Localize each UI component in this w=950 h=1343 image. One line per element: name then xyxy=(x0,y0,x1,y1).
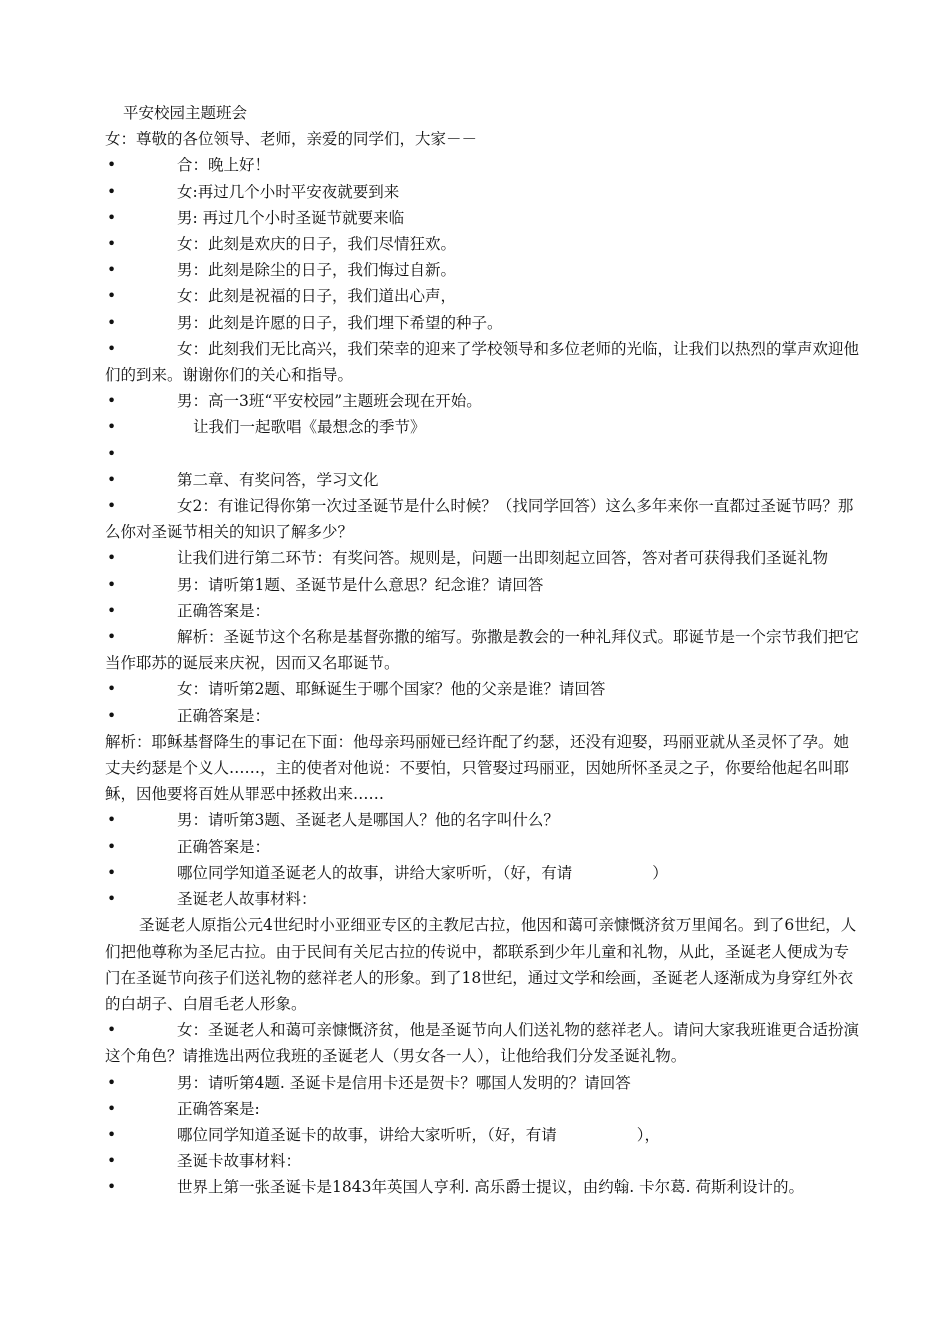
bullet-icon: • xyxy=(107,837,117,856)
bullet-icon: • xyxy=(107,235,117,254)
list-item xyxy=(105,283,860,309)
bullet-icon: • xyxy=(107,287,117,306)
list-item xyxy=(105,414,860,440)
bullet-icon: • xyxy=(107,1099,117,1118)
list-item xyxy=(105,1017,860,1069)
list-item-text: 男：高一3班“平安校园”主题班会现在开始。 xyxy=(177,392,482,411)
list-item-text: 圣诞老人故事材料： xyxy=(177,890,317,909)
list-item xyxy=(105,257,860,283)
list-item xyxy=(105,624,860,676)
page-title: 平安校园主题班会 xyxy=(123,104,248,122)
bullet-icon: • xyxy=(107,890,117,909)
list-item-text: 男：请听第4题. 圣诞卡是信用卡还是贺卡？哪国人发明的？请回答 xyxy=(177,1073,631,1092)
list-item xyxy=(105,703,860,729)
list-item xyxy=(105,152,860,178)
bullet-icon: • xyxy=(107,418,117,437)
list-item xyxy=(105,231,860,257)
list-item-text: 正确答案是： xyxy=(177,601,271,620)
bullet-icon: • xyxy=(107,601,117,620)
list-item-text: 圣诞卡故事材料： xyxy=(177,1152,302,1171)
bullet-icon: • xyxy=(107,497,117,516)
list-item-text: 女：此刻是欢庆的日子，我们尽情狂欢。 xyxy=(177,235,457,254)
close-paren: ）， xyxy=(636,1125,661,1144)
list-item xyxy=(105,179,860,205)
analysis-paragraph: 解析：耶稣基督降生的事记在下面：他母亲玛丽娅已经许配了约瑟，还没有迎娶，玛丽亚就从圣灵怀了孕。她丈夫约瑟是个义人……，主的使者对他说：不要怕，只管娶过玛丽亚，因她所怀圣灵之子，你要给他起名叫耶稣，因他要将百姓从罪恶中拯救出来…… xyxy=(105,732,850,804)
bullet-icon: • xyxy=(107,261,117,280)
list-item xyxy=(105,572,860,598)
list-item-text: 解析：圣诞节这个名称是基督弥撒的缩写。弥撒是教会的一种礼拜仪式。耶诞节是一个宗节我们把它当作耶苏的诞辰来庆祝，因而又名耶诞节。 xyxy=(105,628,860,673)
list-item-text: 正确答案是: xyxy=(177,1099,260,1118)
list-item xyxy=(105,441,860,467)
list-item xyxy=(105,310,860,336)
list-item xyxy=(105,886,860,912)
bullet-icon: • xyxy=(107,156,117,175)
bullet-icon: • xyxy=(107,444,117,463)
bullet-icon: • xyxy=(107,208,117,227)
list-item-text: 正确答案是： xyxy=(177,706,271,725)
list-item-text: 让我们一起歌唱《最想念的季节》 xyxy=(193,418,426,437)
list-item-text: 哪位同学知道圣诞卡的故事，讲给大家听听，（好，有请 xyxy=(177,1125,557,1144)
list-item xyxy=(105,1070,860,1096)
section-heading: 第二章、有奖问答，学习文化 xyxy=(177,470,379,489)
list-item xyxy=(105,834,860,860)
bullet-icon: • xyxy=(107,575,117,594)
intro-line: 女：尊敬的各位领导、老师，亲爱的同学们，大家－－ xyxy=(105,130,478,149)
bullet-icon: • xyxy=(107,313,117,332)
list-item-text: 哪位同学知道圣诞老人的故事，讲给大家听听，（好，有请 xyxy=(177,863,573,882)
list-item-text: 世界上第一张圣诞卡是1843年英国人亨利. 高乐爵士提议，由约翰. 卡尔葛. 荷斯利设计的。 xyxy=(177,1178,805,1197)
bullet-icon: • xyxy=(107,1152,117,1171)
list-item xyxy=(105,545,860,571)
bullet-icon: • xyxy=(107,811,117,830)
bullet-icon: • xyxy=(107,1125,117,1144)
list-item xyxy=(105,467,860,493)
santa-story-paragraph: 圣诞老人原指公元4世纪时小亚细亚专区的主教尼古拉，他因和蔼可亲慷慨济贫万里闻名。到了6世纪，人们把他尊称为圣尼古拉。由于民间有关尼古拉的传说中，都联系到少年儿童和礼物，从此，圣诞老人便成为专门在圣诞节向孩子们送礼物的慈祥老人的形象。到了18世纪，通过文学和绘画，圣诞老人逐渐成为身穿红外衣的白胡子、白眉毛老人形象。 xyxy=(105,916,857,1013)
close-paren: ） xyxy=(652,863,668,882)
list-item-text: 女：此刻是祝福的日子，我们道出心声， xyxy=(177,287,457,306)
bullet-icon: • xyxy=(107,706,117,725)
list-item-text: 女：圣诞老人和蔼可亲慷慨济贫，他是圣诞节向人们送礼物的慈祥老人。请问大家我班谁更合适扮演这个角色？请推选出两位我班的圣诞老人（男女各一人），让他给我们分发圣诞礼物。 xyxy=(105,1021,860,1066)
list-item-text: 男：请听第1题、圣诞节是什么意思？纪念谁？请回答 xyxy=(177,575,544,594)
bullet-icon: • xyxy=(107,470,117,489)
list-item-text: 让我们进行第二环节：有奖问答。规则是，问题一出即刻起立回答，答对者可获得我们圣诞礼物 xyxy=(177,549,829,568)
list-item-text: 女2：有谁记得你第一次过圣诞节是什么时候？（找同学回答）这么多年来你一直都过圣诞节吗？那么你对圣诞节相关的知识了解多少？ xyxy=(105,497,854,542)
bullet-icon: • xyxy=(107,392,117,411)
list-item-text: 女：此刻我们无比高兴，我们荣幸的迎来了学校领导和多位老师的光临，让我们以热烈的掌声欢迎他们的到来。谢谢你们的关心和指导。 xyxy=(105,339,860,385)
bullet-icon: • xyxy=(107,1021,117,1040)
list-item-text: 男：此刻是除尘的日子，我们悔过自新。 xyxy=(177,261,457,280)
list-item xyxy=(105,807,860,833)
list-item-text: 女：请听第2题、耶稣诞生于哪个国家？他的父亲是谁？请回答 xyxy=(177,680,606,699)
bullet-icon: • xyxy=(107,182,117,201)
list-item-text: 男: 再过几个小时圣诞节就要来临 xyxy=(177,208,405,227)
bullet-icon: • xyxy=(107,680,117,699)
bullet-icon: • xyxy=(107,549,117,568)
bullet-icon: • xyxy=(107,339,117,358)
list-item xyxy=(105,598,860,624)
list-item xyxy=(105,1122,860,1148)
list-item-text: 合：晚上好！ xyxy=(177,156,271,175)
bullet-icon: • xyxy=(107,628,117,647)
list-item-text: 男：请听第3题、圣诞老人是哪国人？他的名字叫什么？ xyxy=(177,811,559,830)
bullet-icon: • xyxy=(107,1178,117,1197)
list-item xyxy=(105,205,860,231)
list-item xyxy=(105,1148,860,1174)
bullet-icon: • xyxy=(107,1073,117,1092)
list-item xyxy=(105,676,860,702)
list-item-text xyxy=(177,445,182,463)
list-item xyxy=(105,388,860,414)
list-item-text: 男：此刻是许愿的日子，我们埋下希望的种子。 xyxy=(177,313,503,332)
list-item xyxy=(105,493,860,545)
list-item-text: 女:再过几个小时平安夜就要到来 xyxy=(177,182,400,201)
list-item xyxy=(105,1096,860,1122)
list-item xyxy=(105,860,860,886)
list-item xyxy=(105,1174,860,1200)
list-item-text: 正确答案是： xyxy=(177,837,271,856)
bullet-icon: • xyxy=(107,863,117,882)
list-item xyxy=(105,336,860,388)
